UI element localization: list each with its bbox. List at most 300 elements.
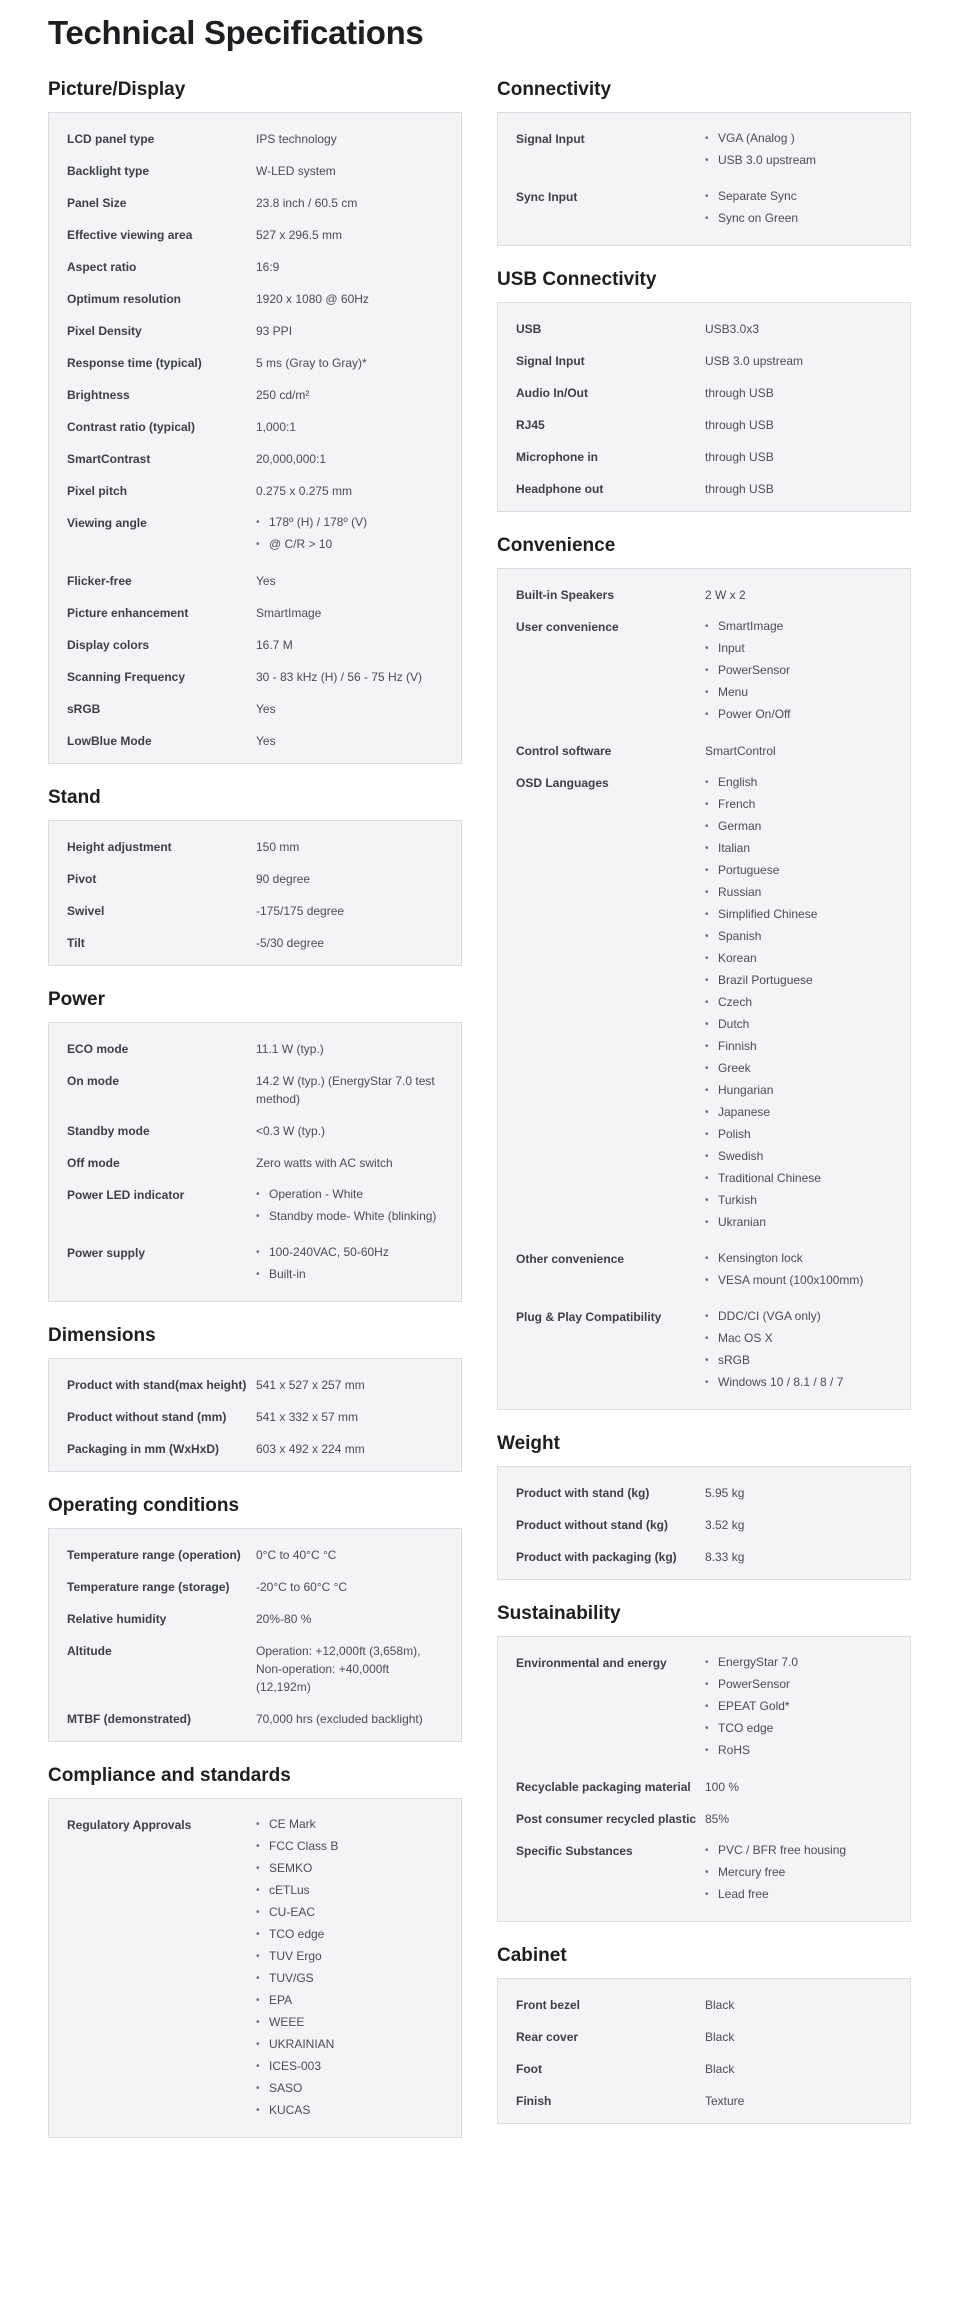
spec-value: W-LED system xyxy=(256,164,336,178)
spec-row xyxy=(516,1243,892,1301)
spec-label: Off mode xyxy=(67,1156,120,1170)
spec-value: through USB xyxy=(705,386,774,400)
spec-label: Scanning Frequency xyxy=(67,670,186,684)
spec-label: Environmental and energy xyxy=(516,1656,667,1670)
bullet-item: • sRGB xyxy=(705,1352,892,1369)
bullet-item: • Spanish xyxy=(705,928,892,945)
section-cabinet xyxy=(497,1944,911,2124)
spec-row xyxy=(67,123,443,155)
bullet-item: • Italian xyxy=(705,840,892,857)
spec-value: 93 PPI xyxy=(256,324,293,338)
spec-row xyxy=(67,155,443,187)
spec-label: On mode xyxy=(67,1074,120,1088)
spec-label: Signal Input xyxy=(516,354,585,368)
bullet-item: • WEEE xyxy=(256,2014,443,2031)
spec-label: Effective viewing area xyxy=(67,228,193,242)
spec-value: 30 - 83 kHz (H) / 56 - 75 Hz (V) xyxy=(256,670,423,684)
bullet-item: • DDC/CI (VGA only) xyxy=(705,1308,892,1325)
spec-value-list xyxy=(705,130,892,174)
spec-row xyxy=(67,251,443,283)
spec-label: Recyclable packaging material xyxy=(516,1780,691,1794)
spec-value: 16.7 M xyxy=(256,638,293,652)
spec-label: Specific Substances xyxy=(516,1844,633,1858)
spec-row xyxy=(67,1179,443,1237)
spec-table xyxy=(48,820,462,966)
spec-value: 150 mm xyxy=(256,840,300,854)
spec-value: 527 x 296.5 mm xyxy=(256,228,343,242)
section-compliance-and-standards xyxy=(48,1764,462,2138)
spec-value: 0°C to 40°C °C xyxy=(256,1548,337,1562)
section-dimensions xyxy=(48,1324,462,1472)
spec-label: Relative humidity xyxy=(67,1612,167,1626)
spec-value: 70,000 hrs (excluded backlight) xyxy=(256,1712,423,1726)
bullet-list xyxy=(705,1842,892,1903)
spec-value: Black xyxy=(705,2062,735,2076)
spec-row xyxy=(516,473,892,505)
bullet-item: • TCO edge xyxy=(256,1926,443,1943)
spec-label: Height adjustment xyxy=(67,840,172,854)
spec-row xyxy=(516,767,892,1243)
spec-label: Plug & Play Compatibility xyxy=(516,1310,662,1324)
spec-label: Headphone out xyxy=(516,482,604,496)
section-title: Stand xyxy=(48,787,101,808)
spec-row xyxy=(67,1115,443,1147)
spec-value: 541 x 527 x 257 mm xyxy=(256,1378,365,1392)
section-title: Cabinet xyxy=(497,1945,567,1966)
spec-row xyxy=(516,345,892,377)
spec-value-list xyxy=(705,618,892,728)
bullet-item: • Czech xyxy=(705,994,892,1011)
bullet-item: • ICES-003 xyxy=(256,2058,443,2075)
section-stand xyxy=(48,786,462,966)
spec-value: 11.1 W (typ.) xyxy=(256,1042,324,1056)
spec-label: Picture enhancement xyxy=(67,606,189,620)
section-connectivity xyxy=(497,78,911,246)
bullet-item: • Built-in xyxy=(256,1266,443,1283)
spec-label: Regulatory Approvals xyxy=(67,1818,192,1832)
spec-row xyxy=(67,1237,443,1295)
spec-label: ECO mode xyxy=(67,1042,129,1056)
spec-label: Aspect ratio xyxy=(67,260,137,274)
bullet-item: • Finnish xyxy=(705,1038,892,1055)
spec-value: Operation: +12,000ft (3,658m), Non-operation: +40,000ft (12,192m) xyxy=(256,1644,421,1694)
bullet-item: • Hungarian xyxy=(705,1082,892,1099)
spec-label: Post consumer recycled plastic xyxy=(516,1812,697,1826)
spec-value-list xyxy=(256,514,443,558)
spec-value-list xyxy=(256,1244,443,1288)
spec-value-list xyxy=(705,188,892,232)
bullet-item: • VESA mount (100x100mm) xyxy=(705,1272,892,1289)
spec-label: Foot xyxy=(516,2062,542,2076)
spec-row xyxy=(67,1809,443,2131)
spec-table xyxy=(497,568,911,1410)
spec-label: Display colors xyxy=(67,638,150,652)
left-column xyxy=(48,78,462,2160)
spec-value: 90 degree xyxy=(256,872,311,886)
spec-row xyxy=(516,1989,892,2021)
spec-table xyxy=(48,1798,462,2138)
spec-label: MTBF (demonstrated) xyxy=(67,1712,191,1726)
page-title: Technical Specifications xyxy=(48,14,424,51)
spec-value: USB 3.0 upstream xyxy=(705,354,804,368)
spec-row xyxy=(516,1803,892,1835)
bullet-item: • @ C/R > 10 xyxy=(256,536,443,553)
spec-label: Pivot xyxy=(67,872,97,886)
spec-value: 0.275 x 0.275 mm xyxy=(256,484,353,498)
spec-value: 85% xyxy=(705,1812,730,1826)
spec-row xyxy=(67,1033,443,1065)
spec-label: Altitude xyxy=(67,1644,112,1658)
bullet-list xyxy=(705,774,892,1231)
bullet-item: • Separate Sync xyxy=(705,188,892,205)
spec-label: Product with stand (kg) xyxy=(516,1486,650,1500)
spec-value-list xyxy=(705,1308,892,1396)
spec-label: Backlight type xyxy=(67,164,150,178)
spec-value: 250 cd/m² xyxy=(256,388,310,402)
spec-label: Response time (typical) xyxy=(67,356,202,370)
spec-value-list xyxy=(705,1654,892,1764)
bullet-item: • Turkish xyxy=(705,1192,892,1209)
bullet-item: • Simplified Chinese xyxy=(705,906,892,923)
right-column xyxy=(497,78,911,2146)
spec-label: Temperature range (storage) xyxy=(67,1580,230,1594)
bullet-list xyxy=(705,1250,892,1289)
spec-label: Flicker-free xyxy=(67,574,132,588)
bullet-item: • VGA (Analog ) xyxy=(705,130,892,147)
spec-value: 8.33 kg xyxy=(705,1550,745,1564)
spec-table xyxy=(48,1528,462,1742)
spec-row xyxy=(67,1065,443,1115)
bullet-item: • 178º (H) / 178º (V) xyxy=(256,514,443,531)
bullet-item: • Brazil Portuguese xyxy=(705,972,892,989)
spec-row xyxy=(67,661,443,693)
spec-value: -20°C to 60°C °C xyxy=(256,1580,348,1594)
section-sustainability xyxy=(497,1602,911,1922)
spec-row xyxy=(67,895,443,927)
spec-row xyxy=(516,441,892,473)
spec-row xyxy=(516,2085,892,2117)
bullet-item: • Mercury free xyxy=(705,1864,892,1881)
spec-value: 100 % xyxy=(705,1780,740,1794)
spec-label: Brightness xyxy=(67,388,130,402)
bullet-item: • EnergyStar 7.0 xyxy=(705,1654,892,1671)
bullet-item: • Ukranian xyxy=(705,1214,892,1231)
bullet-list xyxy=(705,1308,892,1391)
spec-value: USB3.0x3 xyxy=(705,322,760,336)
spec-table xyxy=(48,1358,462,1472)
spec-row xyxy=(516,1509,892,1541)
spec-value-list xyxy=(256,1816,443,2124)
bullet-item: • FCC Class B xyxy=(256,1838,443,1855)
spec-label: Front bezel xyxy=(516,1998,581,2012)
spec-row xyxy=(516,735,892,767)
spec-value: 1,000:1 xyxy=(256,420,297,434)
bullet-item: • Standby mode- White (blinking) xyxy=(256,1208,443,1225)
bullet-item: • Kensington lock xyxy=(705,1250,892,1267)
section-power xyxy=(48,988,462,1302)
spec-row xyxy=(67,411,443,443)
section-title: Compliance and standards xyxy=(48,1765,291,1786)
bullet-item: • PVC / BFR free housing xyxy=(705,1842,892,1859)
spec-table xyxy=(48,1022,462,1302)
spec-row xyxy=(67,443,443,475)
spec-value: Black xyxy=(705,1998,735,2012)
bullet-item: • Power On/Off xyxy=(705,706,892,723)
spec-row xyxy=(67,1703,443,1735)
spec-table xyxy=(497,1636,911,1922)
bullet-item: • EPA xyxy=(256,1992,443,2009)
section-picture-display xyxy=(48,78,462,764)
spec-value: -175/175 degree xyxy=(256,904,345,918)
bullet-item: • TUV Ergo xyxy=(256,1948,443,1965)
section-title: Dimensions xyxy=(48,1325,156,1346)
bullet-item: • cETLus xyxy=(256,1882,443,1899)
spec-row xyxy=(67,315,443,347)
spec-value: 2 W x 2 xyxy=(705,588,746,602)
bullet-item: • CE Mark xyxy=(256,1816,443,1833)
spec-row xyxy=(516,409,892,441)
spec-value: Yes xyxy=(256,702,276,716)
bullet-item: • Greek xyxy=(705,1060,892,1077)
bullet-item: • French xyxy=(705,796,892,813)
spec-value-list xyxy=(705,1842,892,1908)
bullet-item: • German xyxy=(705,818,892,835)
bullet-item: • SASO xyxy=(256,2080,443,2097)
spec-value: through USB xyxy=(705,418,774,432)
spec-label: Standby mode xyxy=(67,1124,150,1138)
spec-label: LCD panel type xyxy=(67,132,155,146)
spec-label: Swivel xyxy=(67,904,105,918)
bullet-item: • Mac OS X xyxy=(705,1330,892,1347)
spec-row xyxy=(67,693,443,725)
bullet-item: • Sync on Green xyxy=(705,210,892,227)
spec-row xyxy=(67,507,443,565)
spec-table xyxy=(497,302,911,512)
spec-row xyxy=(516,1835,892,1915)
spec-value: through USB xyxy=(705,482,774,496)
bullet-item: • Input xyxy=(705,640,892,657)
spec-row xyxy=(516,1477,892,1509)
spec-row xyxy=(516,1301,892,1403)
spec-label: sRGB xyxy=(67,702,101,716)
spec-row xyxy=(516,579,892,611)
bullet-list xyxy=(705,618,892,723)
spec-label: Signal Input xyxy=(516,132,585,146)
bullet-list xyxy=(256,1186,443,1225)
section-title: Picture/Display xyxy=(48,79,186,100)
spec-row xyxy=(67,187,443,219)
spec-label: Tilt xyxy=(67,936,85,950)
spec-value: Zero watts with AC switch xyxy=(256,1156,393,1170)
spec-value: 5.95 kg xyxy=(705,1486,745,1500)
section-title: USB Connectivity xyxy=(497,269,657,290)
bullet-item: • PowerSensor xyxy=(705,662,892,679)
spec-label: Viewing angle xyxy=(67,516,147,530)
bullet-item: • English xyxy=(705,774,892,791)
spec-value: 20,000,000:1 xyxy=(256,452,327,466)
spec-value: Black xyxy=(705,2030,735,2044)
spec-label: Power LED indicator xyxy=(67,1188,185,1202)
spec-row xyxy=(67,347,443,379)
section-weight xyxy=(497,1432,911,1580)
spec-value: <0.3 W (typ.) xyxy=(256,1124,326,1138)
bullet-item: • Lead free xyxy=(705,1886,892,1903)
bullet-item: • TCO edge xyxy=(705,1720,892,1737)
bullet-list xyxy=(705,130,892,169)
spec-label: Temperature range (operation) xyxy=(67,1548,241,1562)
spec-row xyxy=(67,219,443,251)
bullet-item: • CU-EAC xyxy=(256,1904,443,1921)
spec-row xyxy=(67,1401,443,1433)
spec-row xyxy=(67,1539,443,1571)
spec-value: 20%-80 % xyxy=(256,1612,312,1626)
spec-value-list xyxy=(256,1186,443,1230)
bullet-item: • RoHS xyxy=(705,1742,892,1759)
spec-label: Other convenience xyxy=(516,1252,625,1266)
spec-label: Product with packaging (kg) xyxy=(516,1550,677,1564)
spec-label: Product without stand (kg) xyxy=(516,1518,668,1532)
spec-row xyxy=(516,2021,892,2053)
section-operating-conditions xyxy=(48,1494,462,1742)
spec-row xyxy=(67,597,443,629)
spec-label: Built-in Speakers xyxy=(516,588,615,602)
spec-label: Pixel pitch xyxy=(67,484,128,498)
bullet-item: • UKRAINIAN xyxy=(256,2036,443,2053)
spec-label: Audio In/Out xyxy=(516,386,588,400)
spec-value: 603 x 492 x 224 mm xyxy=(256,1442,365,1456)
spec-label: Control software xyxy=(516,744,612,758)
spec-label: USB xyxy=(516,322,542,336)
bullet-item: • PowerSensor xyxy=(705,1676,892,1693)
spec-table xyxy=(497,112,911,246)
spec-row xyxy=(516,2053,892,2085)
bullet-item: • Windows 10 / 8.1 / 8 / 7 xyxy=(705,1374,892,1391)
bullet-item: • SmartImage xyxy=(705,618,892,635)
spec-row xyxy=(516,123,892,181)
bullet-item: • 100-240VAC, 50-60Hz xyxy=(256,1244,443,1261)
spec-row xyxy=(67,1433,443,1465)
spec-value: IPS technology xyxy=(256,132,337,146)
spec-row xyxy=(67,831,443,863)
spec-row xyxy=(67,863,443,895)
spec-table xyxy=(497,1978,911,2124)
spec-label: RJ45 xyxy=(516,418,545,432)
spec-row xyxy=(67,725,443,757)
spec-label: Optimum resolution xyxy=(67,292,181,306)
spec-label: Packaging in mm (WxHxD) xyxy=(67,1442,220,1456)
spec-label: Pixel Density xyxy=(67,324,142,338)
spec-row xyxy=(67,1571,443,1603)
spec-value: 3.52 kg xyxy=(705,1518,745,1532)
spec-table xyxy=(497,1466,911,1580)
bullet-item: • Swedish xyxy=(705,1148,892,1165)
spec-row xyxy=(67,629,443,661)
spec-row xyxy=(67,565,443,597)
bullet-item: • Menu xyxy=(705,684,892,701)
spec-row xyxy=(516,1771,892,1803)
spec-value: 1920 x 1080 @ 60Hz xyxy=(256,292,369,306)
spec-label: Microphone in xyxy=(516,450,598,464)
spec-value: 541 x 332 x 57 mm xyxy=(256,1410,359,1424)
spec-value: -5/30 degree xyxy=(256,936,325,950)
bullet-list xyxy=(256,1244,443,1283)
spec-label: Sync Input xyxy=(516,190,578,204)
section-title: Weight xyxy=(497,1433,560,1454)
spec-value: Yes xyxy=(256,574,276,588)
bullet-item: • Operation - White xyxy=(256,1186,443,1203)
spec-label: Finish xyxy=(516,2094,552,2108)
section-convenience xyxy=(497,534,911,1410)
spec-table xyxy=(48,112,462,764)
spec-label: Contrast ratio (typical) xyxy=(67,420,196,434)
section-title: Power xyxy=(48,989,106,1010)
spec-label: Panel Size xyxy=(67,196,127,210)
section-title: Convenience xyxy=(497,535,616,556)
spec-value: through USB xyxy=(705,450,774,464)
spec-label: SmartContrast xyxy=(67,452,151,466)
bullet-list xyxy=(256,1816,443,2119)
section-title: Operating conditions xyxy=(48,1495,240,1516)
bullet-list xyxy=(705,1654,892,1759)
spec-row xyxy=(67,379,443,411)
spec-row xyxy=(67,1369,443,1401)
spec-row xyxy=(67,927,443,959)
spec-label: Product without stand (mm) xyxy=(67,1410,227,1424)
spec-value: SmartControl xyxy=(705,744,776,758)
bullet-item: • USB 3.0 upstream xyxy=(705,152,892,169)
spec-label: User convenience xyxy=(516,620,619,634)
spec-row xyxy=(516,1541,892,1573)
section-title: Connectivity xyxy=(497,79,612,100)
spec-value: 16:9 xyxy=(256,260,280,274)
bullet-item: • KUCAS xyxy=(256,2102,443,2119)
section-title: Sustainability xyxy=(497,1603,621,1624)
bullet-item: • Japanese xyxy=(705,1104,892,1121)
spec-value-list xyxy=(705,1250,892,1294)
spec-value: 23.8 inch / 60.5 cm xyxy=(256,196,358,210)
bullet-item: • Traditional Chinese xyxy=(705,1170,892,1187)
spec-value: Texture xyxy=(705,2094,745,2108)
spec-row xyxy=(67,1635,443,1703)
bullet-item: • Portuguese xyxy=(705,862,892,879)
bullet-item: • Polish xyxy=(705,1126,892,1143)
bullet-list xyxy=(705,188,892,227)
spec-label: OSD Languages xyxy=(516,776,609,790)
spec-row xyxy=(516,377,892,409)
spec-value: Yes xyxy=(256,734,276,748)
spec-row xyxy=(516,313,892,345)
bullet-item: • Korean xyxy=(705,950,892,967)
section-usb-connectivity xyxy=(497,268,911,512)
spec-label: LowBlue Mode xyxy=(67,734,152,748)
spec-value-list xyxy=(705,774,892,1236)
spec-value: SmartImage xyxy=(256,606,322,620)
spec-value: 5 ms (Gray to Gray)* xyxy=(256,356,367,370)
spec-row xyxy=(67,1147,443,1179)
spec-row xyxy=(67,475,443,507)
bullet-list xyxy=(256,514,443,553)
spec-label: Product with stand(max height) xyxy=(67,1378,247,1392)
bullet-item: • SEMKO xyxy=(256,1860,443,1877)
bullet-item: • Dutch xyxy=(705,1016,892,1033)
spec-label: Power supply xyxy=(67,1246,146,1260)
spec-row xyxy=(67,283,443,315)
spec-row xyxy=(516,181,892,239)
bullet-item: • Russian xyxy=(705,884,892,901)
spec-value: 14.2 W (typ.) (EnergyStar 7.0 test method) xyxy=(256,1074,435,1106)
spec-row xyxy=(516,1647,892,1771)
bullet-item: • EPEAT Gold* xyxy=(705,1698,892,1715)
